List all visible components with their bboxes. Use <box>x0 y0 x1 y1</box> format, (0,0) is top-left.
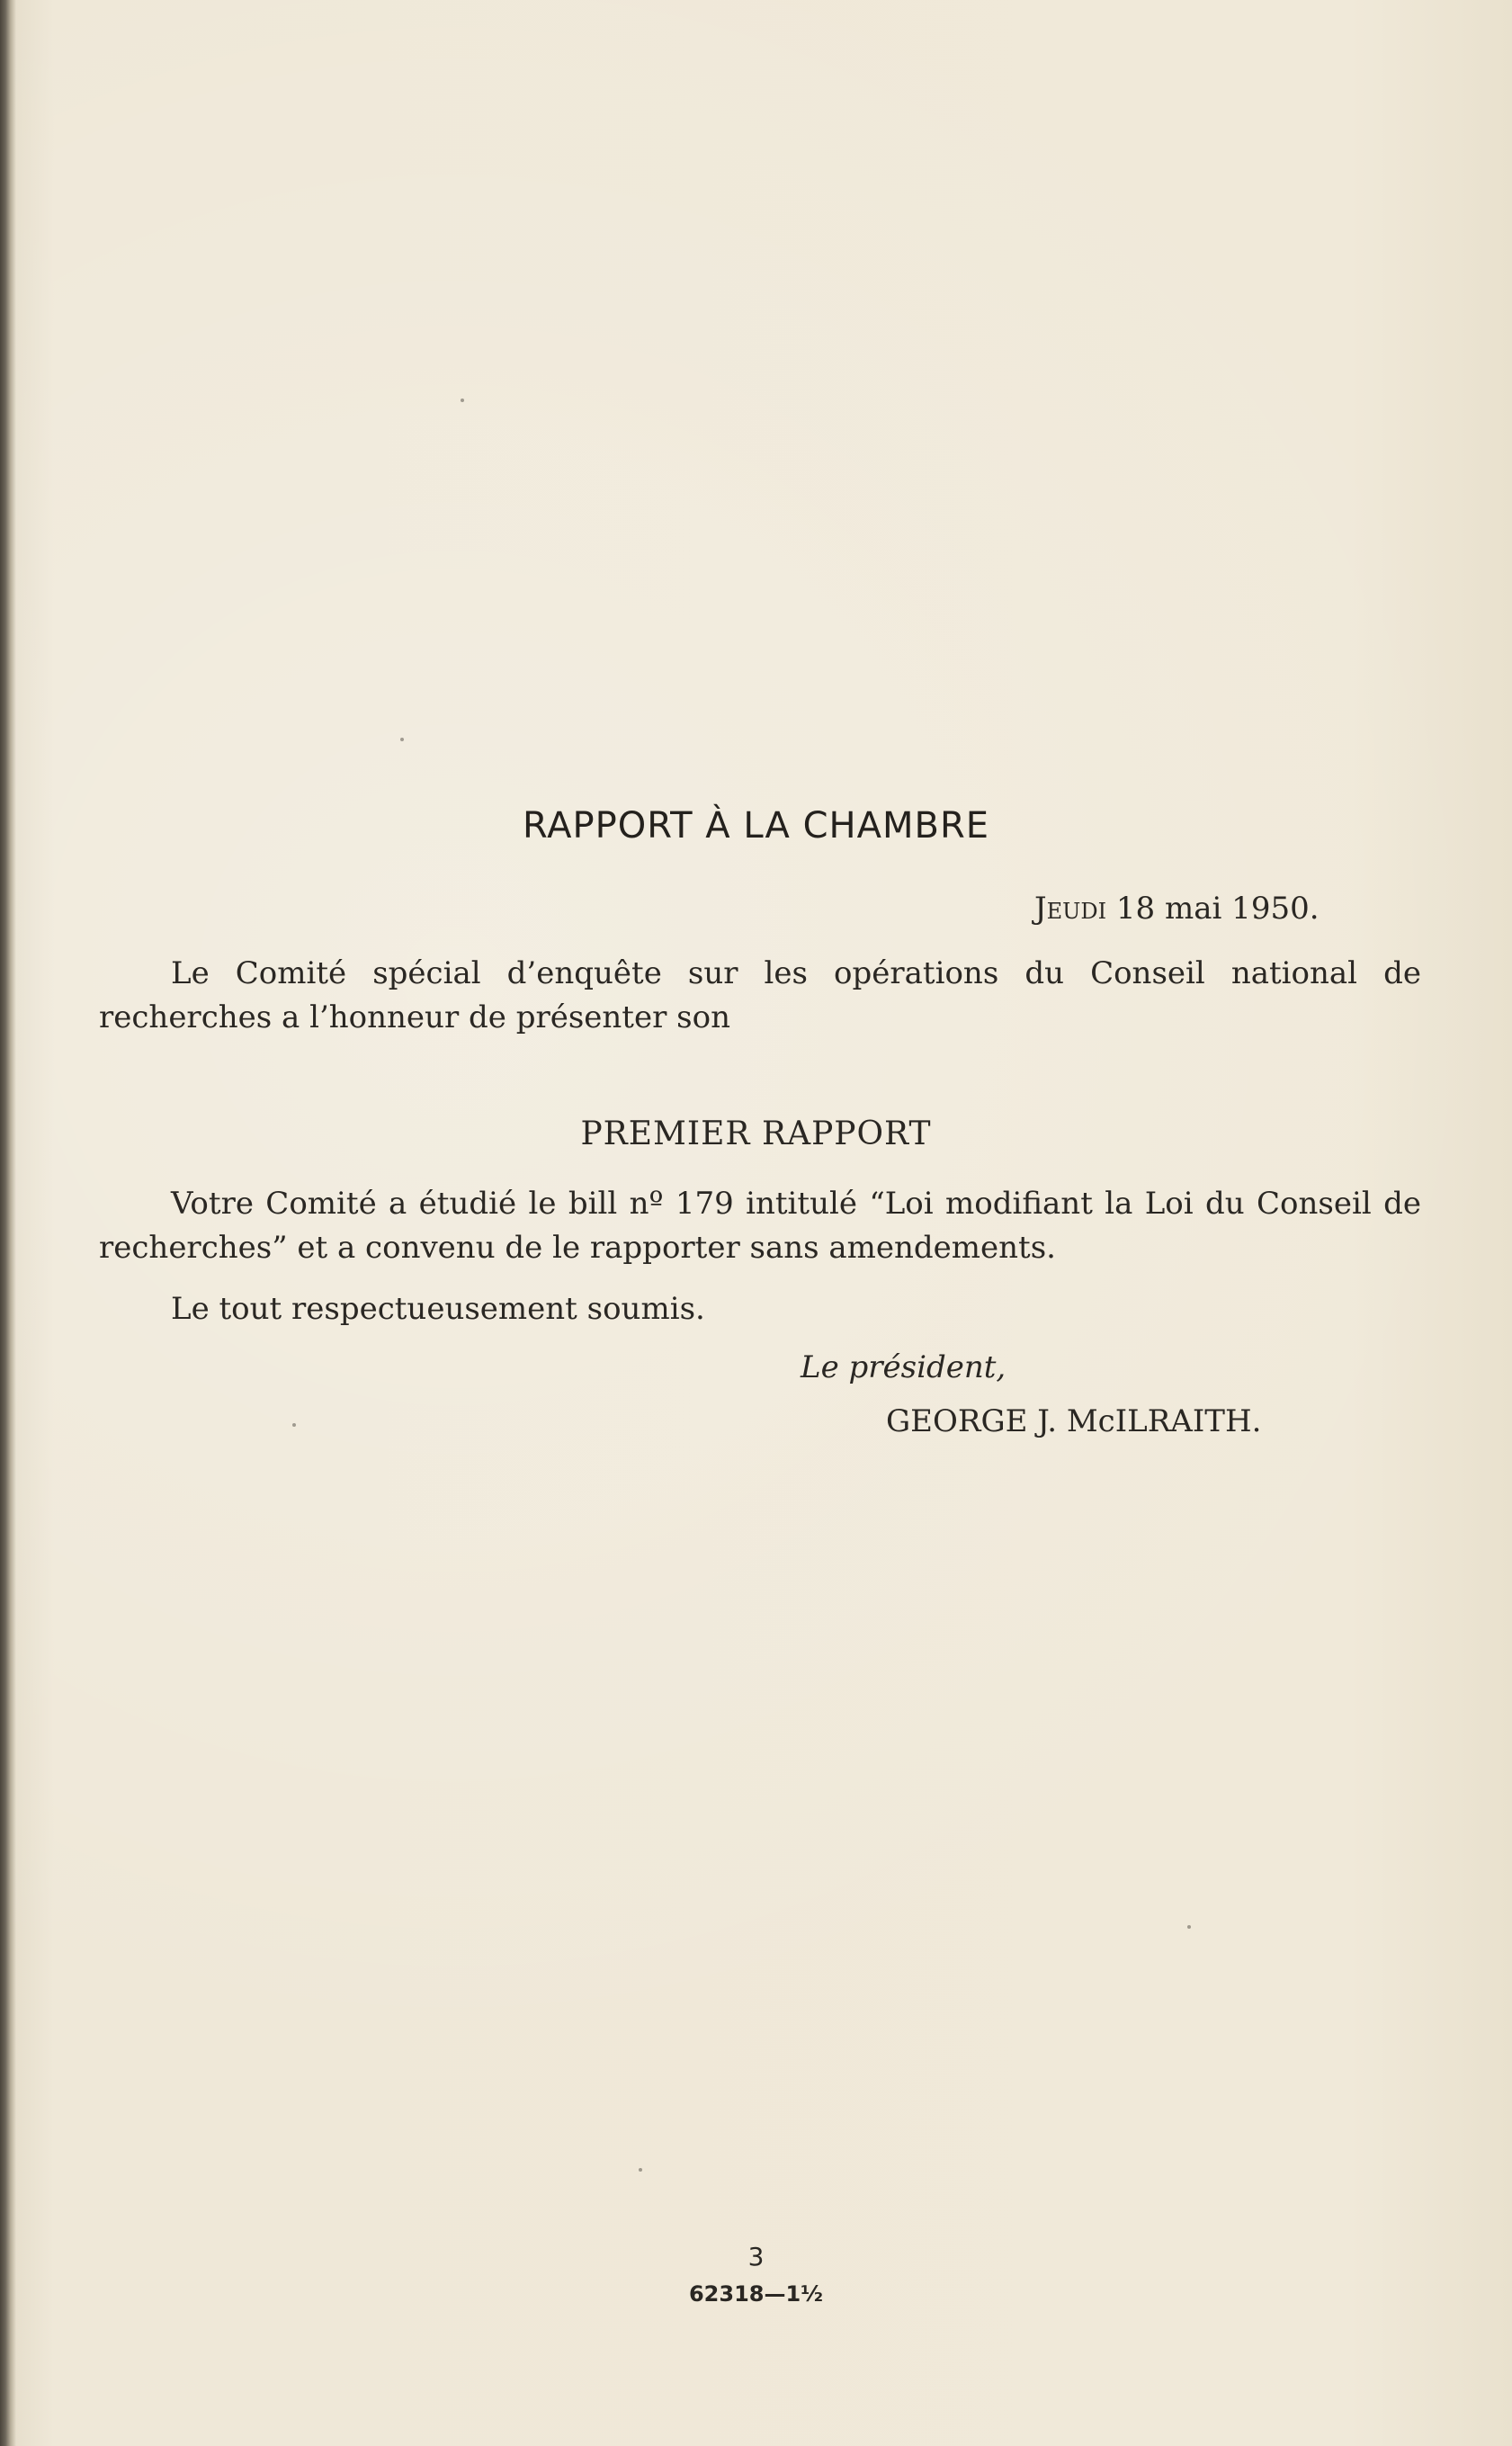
body-paragraph: Votre Comité a étudié le bill nº 179 intitulé “Loi modifiant la Loi du Conseil de recherches” et a convenu de le rapporter sans amendements. <box>99 1186 1421 1266</box>
paper-speck <box>639 2168 642 2172</box>
paper-speck <box>400 738 404 741</box>
report-title: RAPPORT À LA CHAMBRE <box>522 805 990 847</box>
paper-speck <box>461 399 464 402</box>
signature-name: GEORGE J. McILRAITH. <box>886 1403 1262 1439</box>
signature-title: Le président, <box>801 1349 1007 1385</box>
section-heading: PREMIER RAPPORT <box>580 1115 932 1152</box>
binding-edge <box>0 0 16 2446</box>
printer-code: 62318—1½ <box>688 2281 824 2307</box>
page-number: 3 <box>747 2242 765 2271</box>
paper-speck <box>292 1423 296 1427</box>
date-weekday: Jeudi <box>1034 891 1107 927</box>
intro-paragraph: Le Comité spécial d’enquête sur les opérations du Conseil national de recherches a l’honneur de présenter son <box>99 955 1421 1035</box>
closing-line: Le tout respectueusement soumis. <box>171 1291 705 1327</box>
report-date <box>1034 891 1320 927</box>
date-day-month-year: 18 mai 1950. <box>1106 891 1320 927</box>
paper-speck <box>1187 1925 1191 1929</box>
